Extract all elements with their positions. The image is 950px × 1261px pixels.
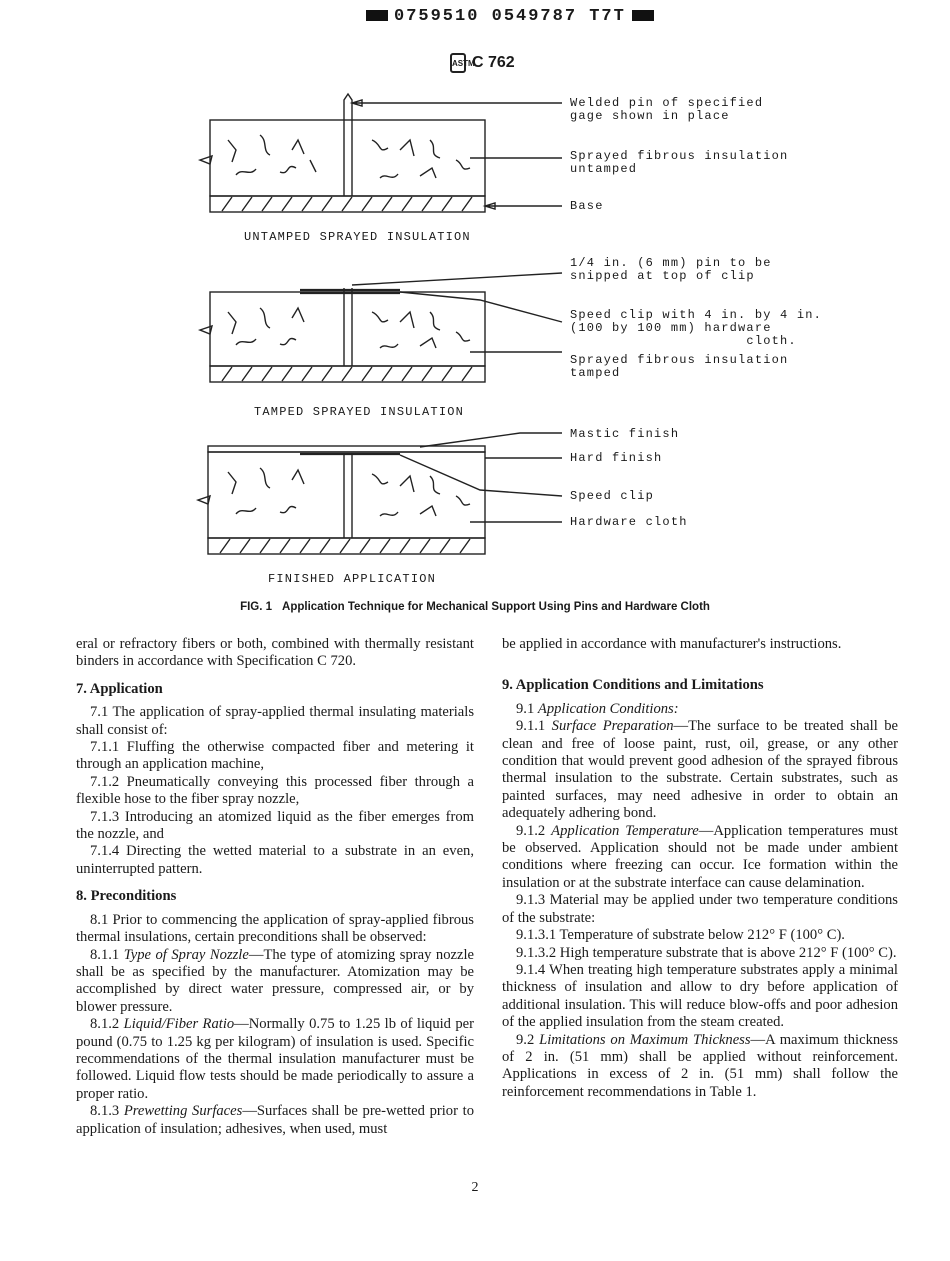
untamped-insulation-block	[210, 120, 485, 196]
page-number: 2	[471, 1180, 479, 1195]
astm-logo: ASTM	[450, 53, 466, 73]
figure-caption	[0, 601, 950, 613]
callout-tamped-insulation: Sprayed fibrous insulation tamped	[570, 353, 789, 380]
pin-leader	[352, 100, 562, 106]
left-intro: eral or refractory fibers or both, combined with thermally resistant binders in accordance with Specification C 720.	[76, 636, 474, 670]
speed-clip-leader	[400, 455, 562, 496]
para-7-1-3: 7.1.3 Introducing an atomized liquid as the fiber emerges from the nozzle, and	[76, 808, 474, 843]
panel-tamped-drawing	[200, 273, 562, 382]
callout-pin-snip: 1/4 in. (6 mm) pin to be snipped at top of clip	[570, 256, 772, 283]
para-9-1-4: 9.1.4 When treating high temperature substrates apply a minimal thickness of insulation and allow to dry before application of additional insulation. This will reduce blow-offs and poor adhesion of the applied insulation from the steam created.	[502, 961, 898, 1031]
para-9-1: 9.1 Application Conditions:	[516, 700, 679, 717]
tamped-pin	[344, 288, 352, 366]
figure-diagram	[0, 0, 950, 600]
callout-hard-finish: Hard finish	[570, 451, 663, 465]
para-7-1-1: 7.1.1 Fluffing the otherwise compacted fiber and metering it through an application machine,	[76, 739, 474, 773]
callout-mastic-finish: Mastic finish	[570, 427, 680, 441]
finished-base-hatching	[220, 539, 470, 553]
callout-hardware-cloth: Hardware cloth	[570, 515, 688, 529]
pin-snip-leader	[352, 273, 562, 285]
finished-insulation-block	[208, 452, 485, 538]
caption-finished: FINISHED APPLICATION	[268, 572, 437, 586]
barcode-text: 0759510 0549787 T7T	[394, 7, 626, 26]
callout-speed-clip-cloth: Speed clip with 4 in. by 4 in. (100 by 100 mm) hardware cloth.	[570, 308, 823, 348]
tamped-insulation-block	[210, 292, 485, 366]
callout-welded-pin: Welded pin of specified gage shown in place	[570, 96, 764, 123]
para-9-2: 9.2 Limitations on Maximum Thickness—A maximum thickness of 2 in. (51 mm) shall be applied without reinforcement. Applications in excess of 2 in. (51 mm) shall follow the reinforcement recommendations in Table 1.	[502, 1031, 898, 1100]
finished-fibers	[228, 468, 470, 516]
tamped-fibers	[228, 308, 470, 348]
base-hatching	[222, 197, 472, 211]
designation: C 762	[472, 54, 515, 71]
untamped-fibers	[228, 135, 470, 178]
figure-caption-text: Application Technique for Mechanical Support Using Pins and Hardware Cloth	[282, 601, 710, 613]
base-leader	[485, 203, 562, 209]
mastic-leader	[420, 433, 562, 447]
figure-caption-label: FIG. 1	[240, 601, 273, 613]
para-8-1-1: 8.1.1 Type of Spray Nozzle—The type of atomizing spray nozzle shall be as specified by the manufacturer. Atomization may be accomplished by direct water pressure, compressed air, or by blower pressure.	[76, 946, 474, 1015]
para-8-1: 8.1 Prior to commencing the application of spray-applied fibrous thermal insulations, certain preconditions shall be observed:	[76, 911, 474, 946]
para-9-1-3: 9.1.3 Material may be applied under two temperature conditions of the substrate:	[502, 892, 898, 926]
para-7-1: 7.1 The application of spray-applied thermal insulating materials shall consist of:	[76, 704, 474, 738]
para-7-1-4: 7.1.4 Directing the wetted material to a substrate in an even, uninterrupted pattern.	[76, 843, 474, 877]
finished-pin	[344, 454, 352, 538]
panel-finished-drawing	[198, 433, 562, 554]
tamped-base-hatching	[222, 367, 472, 381]
para-9-1-1: 9.1.1 Surface Preparation—The surface to be treated shall be clean and free of loose paint, rust, oil, grease, or any other condition that would prevent good adhesion of the sprayed fibrous thermal insulation to the substrate. Certain substrates, such as painted surfaces, may need adhesive in order to obtain an adequately adhering bond.	[502, 718, 899, 822]
welded-pin	[344, 94, 352, 196]
callout-base: Base	[570, 199, 604, 213]
para-9-1-2: 9.1.2 Application Temperature—Application temperatures must be observed. Application should not be made under ambient conditions where freezing can occur. Ice formation within the insulation or at the substrate interface can cause delamination.	[502, 822, 898, 891]
left-column	[76, 636, 474, 1138]
section-8-heading: 8. Preconditions	[76, 888, 177, 905]
panel-untamped-drawing	[200, 94, 562, 212]
section-7-heading: 7. Application	[76, 680, 163, 697]
right-intro: be applied in accordance with manufacturer's instructions.	[502, 636, 842, 652]
callout-untamped-insulation: Sprayed fibrous insulation untamped	[570, 149, 789, 176]
para-9-1-3-2: 9.1.3.2 High temperature substrate that is above 212° F (100° C).	[516, 944, 897, 961]
section-9-heading: 9. Application Conditions and Limitations	[502, 677, 764, 694]
mastic-layer	[208, 446, 485, 452]
para-8-1-3: 8.1.3 Prewetting Surfaces—Surfaces shall be pre-wetted prior to application of insulation; adhesives, when used, must	[76, 1103, 474, 1137]
callout-speed-clip: Speed clip	[570, 489, 655, 503]
caption-tamped: TAMPED SPRAYED INSULATION	[254, 405, 465, 419]
right-column	[502, 636, 898, 1101]
clip-leader	[400, 292, 562, 322]
para-8-1-2: 8.1.2 Liquid/Fiber Ratio—Normally 0.75 to 1.25 lb of liquid per pound (0.75 to 1.25 kg per kilogram) of insulation is used. Specific recommendations of the thermal insulation manufacturer must be followed. Liquid flow tests should be made periodically to assure a proper ratio.	[76, 1016, 474, 1102]
para-7-1-2: 7.1.2 Pneumatically conveying this processed fiber through a flexible hose to the fiber spray nozzle,	[76, 773, 474, 808]
caption-untamped: UNTAMPED SPRAYED INSULATION	[244, 230, 471, 244]
para-9-1-3-1: 9.1.3.1 Temperature of substrate below 212° F (100° C).	[516, 927, 845, 944]
